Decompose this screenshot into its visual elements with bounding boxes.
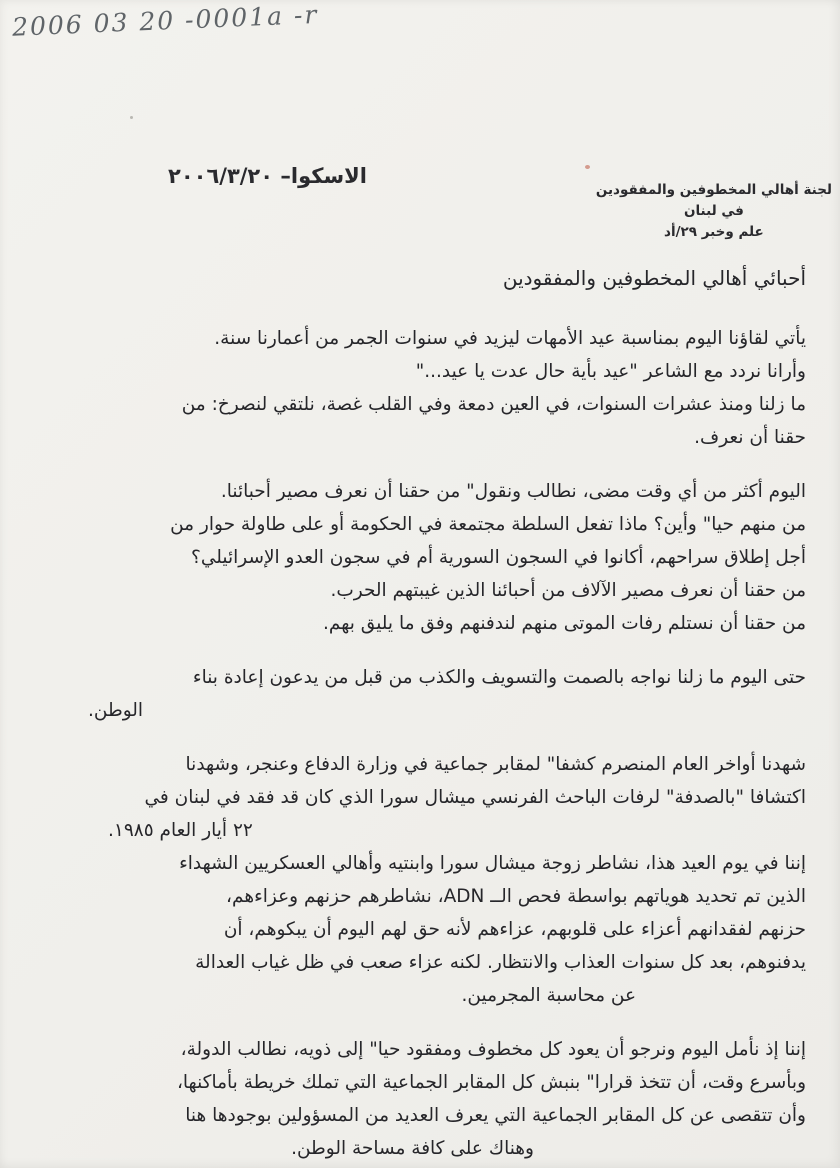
body-line: يأتي لقاؤنا اليوم بمناسبة عيد الأمهات ليزيد في سنوات الجمر من أعمارنا سنة. — [214, 328, 806, 349]
letterhead-registration: علم وخبر ٢٩/أد — [664, 224, 764, 240]
paragraph-5 — [88, 1033, 806, 1165]
body-line: إننا إذ نأمل اليوم ونرجو أن يعود كل مخطوف ومفقود حيا" إلى ذويه، نطالب الدولة، — [180, 1039, 806, 1060]
body-line: حزنهم لفقدانهم أعزاء على قلوبهم، عزاءهم لأنه حق لهم اليوم أن يبكوهم، أن — [223, 919, 806, 940]
body-line: من حقنا أن نستلم رفات الموتى منهم لندفنهم وفق ما يليق بهم. — [323, 613, 806, 634]
letterhead-country: في لبنان — [683, 203, 744, 219]
recipient-date-line: الاسكوا– ٢٠٠٦/٣/٢٠ — [168, 164, 367, 188]
scan-speck-gray — [130, 116, 133, 119]
body-line: وأرانا نردد مع الشاعر "عيد بأية حال عدت يا عيد..." — [415, 361, 806, 382]
body-line: اكتشافا "بالصدفة" لرفات الباحث الفرنسي ميشال سورا الذي كان قد فقد في لبنان في — [144, 787, 806, 808]
body-line: عن محاسبة المجرمين. — [461, 985, 636, 1006]
scan-speck-red — [585, 165, 590, 169]
body-line: حتى اليوم ما زلنا نواجه بالصمت والتسويف والكذب من قبل من يدعون إعادة بناء — [192, 667, 806, 688]
salutation: أحبائي أهالي المخطوفين والمفقودين — [502, 266, 806, 290]
body-line: وبأسرع وقت، أن تتخذ قرارا" بنبش كل المقابر الجماعية التي تملك خريطة بأماكنها، — [176, 1072, 806, 1093]
body-line: اليوم أكثر من أي وقت مضى، نطالب ونقول" من حقنا أن نعرف مصير أحبائنا. — [220, 481, 806, 502]
paragraph-1 — [88, 322, 806, 454]
letter-body — [88, 322, 806, 1165]
body-line: من منهم حيا" وأين؟ ماذا تفعل السلطة مجتمعة في الحكومة أو على طاولة حوار من — [170, 514, 806, 535]
body-line: يدفنوهم، بعد كل سنوات العذاب والانتظار. لكنه عزاء صعب في ظل غياب العدالة — [195, 952, 806, 973]
paragraph-3 — [88, 661, 806, 727]
body-line: حقنا أن نعرف. — [694, 427, 806, 448]
body-line: ٢٢ أيار العام ١٩٨٥. — [108, 820, 253, 841]
paragraph-4 — [88, 748, 806, 1012]
body-line: وأن تتقصى عن كل المقابر الجماعية التي يعرف العديد من المسؤولين بوجودها هنا — [185, 1105, 806, 1126]
body-line: ما زلنا ومنذ عشرات السنوات، في العين دمعة وفي القلب غصة، نلتقي لنصرخ: من — [181, 394, 806, 415]
paragraph-2 — [88, 475, 806, 640]
body-line: وهناك على كافة مساحة الوطن. — [291, 1138, 534, 1159]
body-line: الوطن. — [88, 700, 144, 721]
body-line: شهدنا أواخر العام المنصرم كشفا" لمقابر جماعية في وزارة الدفاع وعنجر، وشهدنا — [185, 754, 806, 775]
letterhead-committee-name: لجنة أهالي المخطوفين والمفقودين — [595, 182, 832, 198]
body-line: من حقنا أن نعرف مصير الآلاف من أحبائنا الذين غيبتهم الحرب. — [330, 580, 806, 601]
handwritten-archive-number: 2006 03 20 -0001a -r — [11, 0, 319, 42]
body-line: إننا في يوم العيد هذا، نشاطر زوجة ميشال سورا وابنتيه وأهالي العسكريين الشهداء — [179, 853, 806, 874]
letterhead — [596, 180, 832, 243]
body-line: أجل إطلاق سراحهم، أكانوا في السجون السورية أم في سجون العدو الإسرائيلي؟ — [191, 547, 806, 568]
body-line: الذين تم تحديد هوياتهم بواسطة فحص الــ ADN، نشاطرهم حزنهم وعزاءهم، — [226, 886, 806, 907]
